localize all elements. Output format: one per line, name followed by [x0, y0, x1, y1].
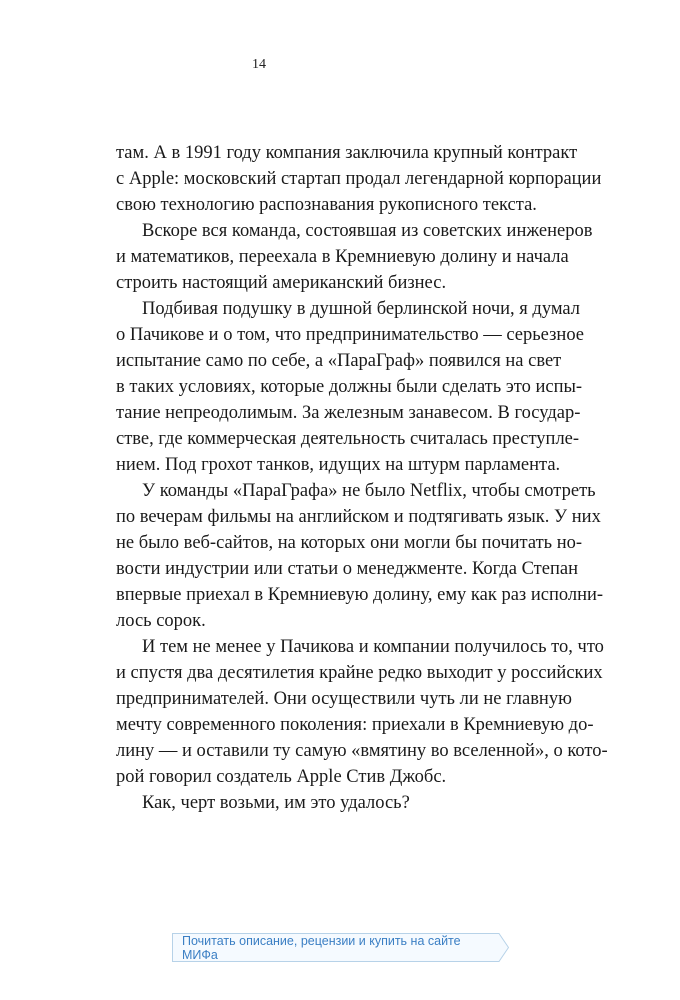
text-line: Как, черт возьми, им это удалось?	[142, 793, 410, 813]
text-line: строить настоящий американский бизнес.	[116, 273, 447, 293]
text-line: рой говорил создатель Apple Стив Джобс.	[116, 767, 447, 787]
mif-store-link-button[interactable]	[172, 933, 494, 962]
body-text	[116, 140, 608, 816]
text-line: свою технологию распознавания рукописного текста.	[116, 195, 537, 215]
mif-store-link-label: Почитать описание, рецензии и купить на сайте МИФа	[182, 933, 461, 962]
text-line: о Пачикове и о том, что предпринимательство — серьезное	[116, 325, 585, 345]
text-line: по вечерам фильмы на английском и подтягивать язык. У них	[116, 507, 601, 527]
text-line: и математиков, переехала в Кремниевую долину и начала	[116, 247, 569, 267]
text-line: тание непреодолимым. За железным занавесом. В государ-	[116, 403, 581, 423]
text-line: с Apple: московский стартап продал легендарной корпорации	[116, 169, 602, 189]
text-line: не было веб-сайтов, на которых они могли бы почитать но-	[116, 533, 583, 553]
text-line: мечту современного поколения: приехали в Кремниевую до-	[116, 715, 594, 735]
text-line: впервые приехал в Кремниевую долину, ему как раз исполни-	[116, 585, 604, 605]
text-line: и спустя два десятилетия крайне редко выходит у российских	[116, 663, 603, 683]
page-number: 14	[252, 57, 266, 72]
text-line: У команды «ПараГрафа» не было Netflix, чтобы смотреть	[142, 481, 596, 501]
text-line: в таких условиях, которые должны были сделать это испы-	[116, 377, 583, 397]
text-line: И тем не менее у Пачикова и компании получилось то, что	[142, 637, 604, 657]
arrow-tab-icon[interactable]	[493, 933, 509, 962]
text-line: вости индустрии или статьи о менеджменте. Когда Степан	[116, 559, 578, 579]
text-line: нием. Под грохот танков, идущих на штурм парламента.	[116, 455, 561, 475]
text-line: Подбивая подушку в душной берлинской ночи, я думал	[142, 299, 581, 319]
text-line: лось сорок.	[116, 611, 206, 631]
text-line: предпринимателей. Они осуществили чуть ли не главную	[116, 689, 572, 709]
text-line: лину — и оставили ту самую «вмятину во вселенной», о кото-	[116, 741, 608, 761]
text-line: там. А в 1991 году компания заключила крупный контракт	[116, 143, 578, 163]
text-line: Вскоре вся команда, состоявшая из советских инженеров	[142, 221, 593, 241]
text-line: стве, где коммерческая деятельность считалась преступле-	[116, 429, 580, 449]
text-line: испытание само по себе, а «ПараГраф» появился на свет	[116, 351, 562, 371]
